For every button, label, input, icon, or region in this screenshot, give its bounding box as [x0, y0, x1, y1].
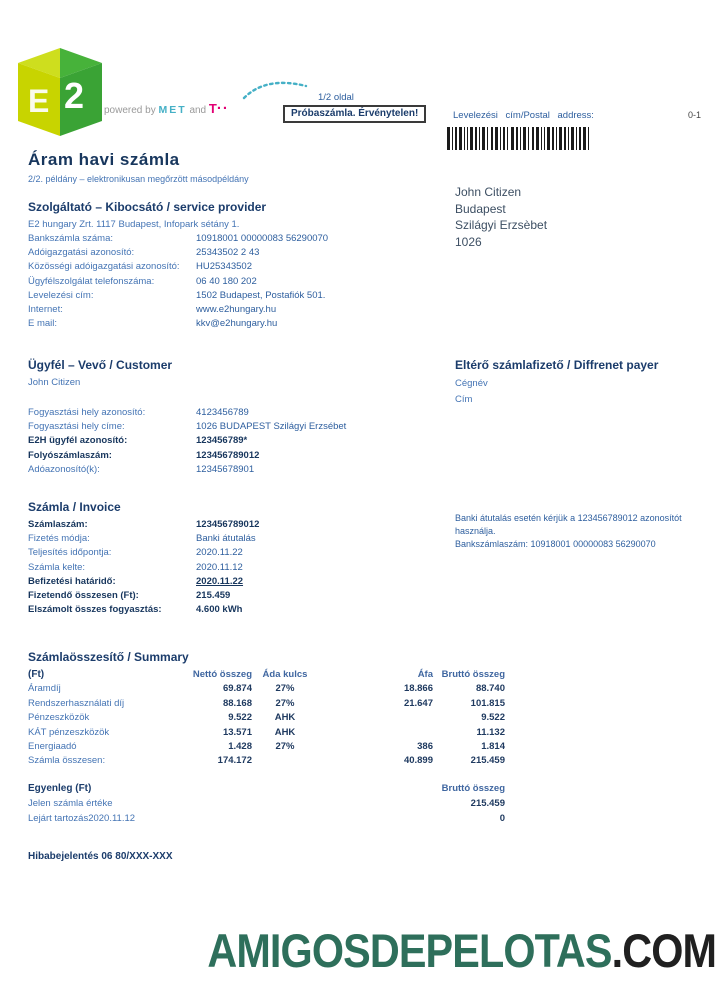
invoice-heading: Számla / Invoice	[28, 500, 121, 514]
different-payer-heading: Eltérő számlafizető / Diffrenet payer	[455, 358, 659, 372]
powered-by-text: powered by	[104, 105, 156, 116]
invoice-section	[28, 500, 259, 617]
invoice-row: Elszámolt összes fogyasztás: 4.600 kWh	[28, 604, 243, 616]
balance-row-label: Lejárt tartozás2020.11.12	[28, 813, 136, 824]
customer-heading: Ügyfél – Vevő / Customer	[28, 358, 173, 372]
summary-row-label: KÁT pénzeszközök	[28, 726, 110, 738]
site-watermark	[207, 923, 716, 978]
bank-note-text: Banki átutalás esetén kérjük a 123456789012 azonosítót használja.	[455, 513, 682, 536]
customer-row: Fogyasztási hely címe: 1026 BUDAPEST Szilágyi Erzsébet	[28, 421, 347, 433]
summary-heading: Számlaösszesítő / Summary	[28, 650, 189, 664]
balance-heading: Egyenleg (Ft)	[28, 783, 92, 794]
col-header-gross: Bruttó összeg	[441, 669, 505, 680]
barcode	[447, 127, 593, 150]
provider-row: Bankszámla száma: 10918001 00000083 56290070	[28, 233, 329, 244]
summary-row-label: Energiaadó	[28, 741, 77, 753]
provider-heading: Szolgáltató – Kibocsátó / service provider	[28, 200, 267, 214]
recipient-zip: 1026	[455, 234, 482, 249]
postal-address-label: Levelezési cím/Postal address:	[453, 110, 594, 121]
col-header-vat: Áfa	[417, 669, 433, 680]
e2-logo	[18, 48, 102, 141]
provider-row: Adóigazgatási azonosító: 25343502 2 43	[28, 247, 260, 259]
draft-notice-box: Próbaszámla. Érvénytelen!	[283, 105, 426, 123]
recipient-street: Szilágyi Erzsèbet	[455, 218, 548, 232]
customer-row: E2H ügyfél azonosító: 123456789*	[28, 435, 248, 447]
telekom-dots-icon: ··	[216, 100, 229, 117]
and-text: and	[189, 105, 207, 116]
recipient-city: Budapest	[455, 201, 506, 216]
svg-text:2: 2	[64, 75, 85, 116]
payer-address-label: Cím	[455, 394, 473, 405]
summary-unit: (Ft)	[28, 669, 45, 680]
invoice-row: Fizetendő összesen (Ft): 215.459	[28, 590, 231, 602]
provider-row: Ügyfélszolgálat telefonszáma: 06 40 180 202	[28, 275, 257, 287]
page-code: 0-1	[688, 110, 702, 120]
balance-col-header: Bruttó összeg	[441, 783, 505, 794]
provider-row: Közösségi adóigazgatási azonosító: HU25343502	[28, 261, 252, 273]
page-subtitle: 2/2. példány – elektronikusan megőrzött másodpéldány	[28, 174, 249, 184]
balance-section	[28, 781, 505, 826]
provider-row: Levelezési cím: 1502 Budapest, Postafiók 501.	[28, 289, 326, 301]
provider-row: E mail: kkv@e2hungary.hu	[28, 318, 278, 330]
invoice-row: Számlaszám: 123456789012	[28, 519, 260, 530]
recipient-name: John Citizen	[455, 185, 522, 199]
customer-section	[28, 358, 346, 477]
summary-table: (Ft) Nettó összeg Áda kulcs Áfa Bruttó összeg Áramdíj 69.874 27% 18.866 88.740 Rendszerhasználati díj 88.168 27% 21.647 101.815 Pénzeszközök 9.522 AHK 9.522 KÁT pénzeszközök 13.571 AHK 11.132 Energiaadó 1.428 27% 386 1.814 Számla összesen: 174.172 40.899 215.459	[28, 668, 505, 769]
svg-text:E: E	[28, 83, 50, 119]
provider-company: E2 hungary Zrt. 1117 Budapest, Infopark sétány 1.	[28, 219, 240, 230]
col-header-rate: Áda kulcs	[262, 669, 308, 680]
different-payer-section	[455, 358, 658, 408]
invoice-row: Számla kelte: 2020.11.12	[28, 561, 243, 573]
e2-cube-icon	[18, 48, 102, 136]
balance-table: Egyenleg (Ft) Bruttó összeg Jelen számla értéke 215.459 Lejárt tartozás2020.11.12 0	[28, 783, 505, 824]
page-title: Áram havi számla	[28, 150, 180, 169]
summary-row-label: Számla összesen:	[28, 755, 106, 767]
customer-row: Folyószámlaszám: 123456789012	[28, 449, 260, 461]
bank-transfer-note	[455, 512, 705, 551]
col-header-net: Nettó összeg	[192, 669, 252, 680]
invoice-row: Teljesítés időpontja: 2020.11.22	[28, 547, 243, 559]
invoice-row: Fizetés módja: Banki átutalás	[28, 533, 256, 545]
provider-section	[28, 200, 328, 331]
recipient-address	[455, 184, 547, 250]
summary-row-label: Rendszerhasználati díj	[28, 697, 125, 709]
provider-row: Internet: www.e2hungary.hu	[28, 304, 277, 316]
customer-row: Adóazonosító(k): 12345678901	[28, 463, 255, 475]
met-logo-text: MET	[158, 104, 187, 116]
customer-row: Fogyasztási hely azonosító: 4123456789	[28, 407, 249, 418]
invoice-row: Befizetési határidő: 2020.11.22	[28, 575, 244, 587]
payer-company-label: Cégnév	[455, 378, 488, 389]
customer-name: John Citizen	[28, 377, 81, 388]
error-report-line: Hibabejelentés 06 80/XXX-XXX	[28, 851, 173, 862]
summary-row-label: Pénzeszközök	[28, 712, 90, 724]
summary-row-label: Áramdíj	[28, 683, 61, 695]
balance-row-label: Jelen számla értéke	[28, 798, 113, 809]
met-swoosh-icon	[240, 80, 310, 102]
watermark-tld: .COM	[611, 924, 716, 977]
summary-section	[28, 650, 505, 769]
page-indicator: 1/2 oldal	[318, 92, 354, 103]
telekom-t-icon: T	[208, 101, 217, 116]
bank-account-line: Bankszámlaszám: 10918001 00000083 56290070	[455, 539, 656, 549]
watermark-name: AMIGOSDEPELOTAS	[207, 924, 612, 977]
